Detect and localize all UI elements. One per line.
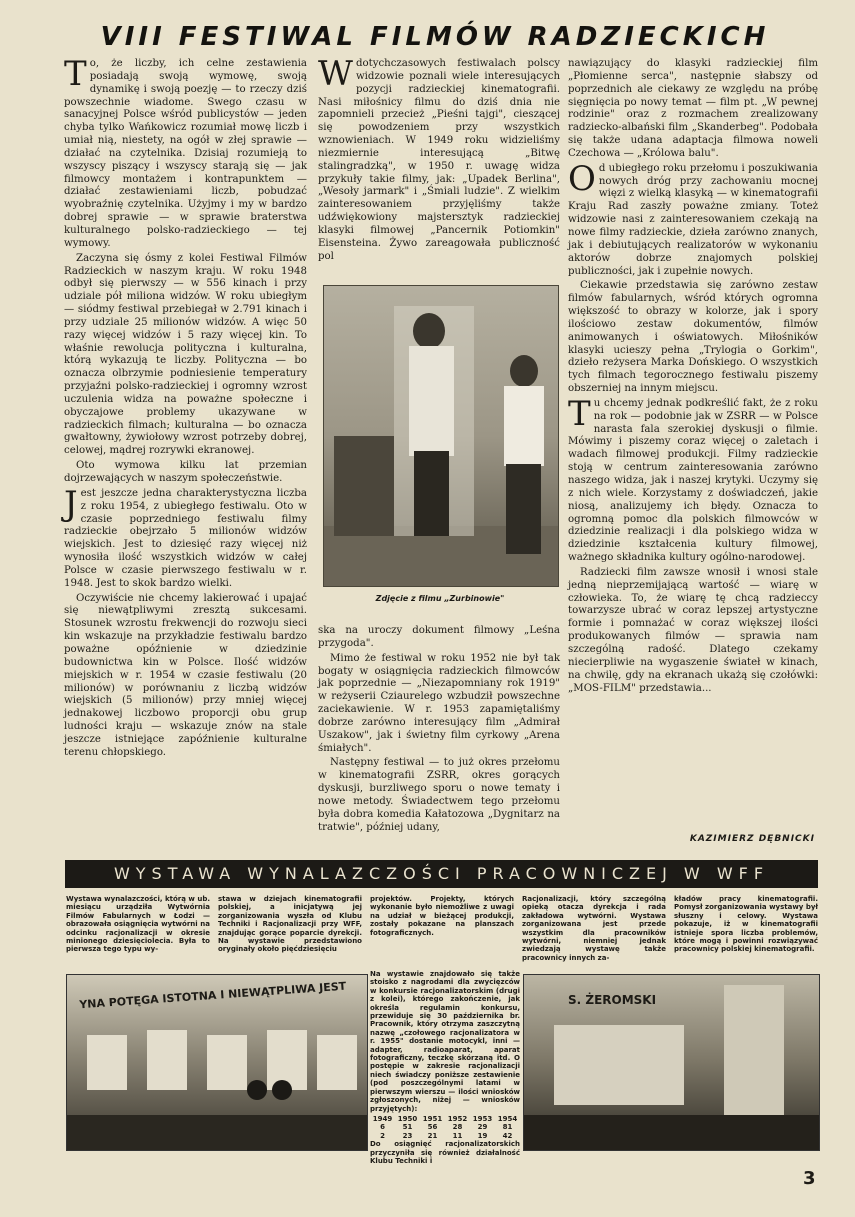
paragraph: Oczywiście nie chcemy lakierować i upajać się niewątpliwymi zresztą sukcesami. Stosunek wzrostu frekwencji do rozwoju sieci kin wskazuje na przykładzie festiwalu bardzo poważne opóźnienie w dziedzinie budownictwa kin w Polsce. Ilość widzów miejskich w r. 1954 w czasie festiwalu (20 milionów) w porównaniu z liczbą widzów wiejskich (5 milionów) przy mniej więcej jednakowej liczbowo proporcji obu grup ludności kraju — wskazuje znów na stale jeszcze istniejące zapóźnienie kulturalne terenu chłopskiego. [64, 592, 307, 758]
film-still-illustration [324, 286, 558, 586]
statistics-table [370, 1115, 520, 1140]
exhibit-column-5: kładów pracy kinematografii. Pomysł zorganizowania wystawy był słuszny i celowy. Wystawa pokazuje, iż w kinematografii istnieje spora liczba problemów, które mogą i powinni rozwiązywać pracownicy polskiej kinematografii. [674, 895, 818, 954]
page-headline: VIII FESTIWAL FILMÓW RADZIECKICH [100, 22, 770, 52]
article-column-3: nawiązujący do klasyki radzieckiej film „Płomienne serca", następnie słabszy od poprzednich ale ciekawy ze względu na próbę sięgnięcia po nowy temat — film pt. „W pewnej rodzinie" oraz z rozmachem zrealizowany radziecko-albański film „Skanderbeg". Podobała się także udana adaptacja filmowa noweli Czechowa — „Królowa balu". Od ubiegłego roku przełomu i poszukiwania nowych dróg przy zachowaniu mocnej więzi z wielką klasyką — w kinematografii Kraju Rad zaszły poważne zmiany. Toteż widzowie nasi z zainteresowaniem czekają na nowe filmy radzieckie, dzieła zarówno znanych, jak i debiutujących realizatorów w wykonaniu aktorów dobrze znajomych polskiej publiczności, jak i zupełnie nowych. Ciekawie przedstawia się zarówno zestaw filmów fabularnych, wśród których ogromna większość to obrazy w kolorze, jak i spory ilościowo zestaw dokumentów, filmów animowanych i oświatowych. Miłośników klasyki ucieszy pełna „Trylogia o Gorkim", dzieło reżysera Marka Dońskiego. O wszystkich tych filmach tegorocznego festiwalu piszemy obszerniej na innym miejscu. Tu chcemy jednak podkreślić fakt, że z roku na rok — podobnie jak w ZSRR — w Polsce narasta fala szerokiej dyskusji o filmie. Mówimy i piszemy coraz więcej o zaletach i wadach filmowej produkcji. Filmy radzieckie stoją w centrum zainteresowania zarówno naszego widza, jak i naszej krytyki. Uczymy się z nich wiele. Korzystamy z doświadczeń, jakie niosą, analizujemy ich błędy. Oznacza to ogromną pomoc dla polskich filmowców w dziedzinie realizacji i dla polskiego widza w dziedzinie kształcenia kultury filmowej, ważnego składnika kultury ogólno-narodowej. Radziecki film zawsze wnosił i wnosi stale jedną nieprzemijającą wartość — wiarę w człowieka. To, że wiarę tę chcą radzieccy towarzysze ubrać w coraz lepszej artystyczne formie i pomnażać w coraz większej ilości produkowanych filmów — sprawia nam szczególną radość. Dlatego czekamy niecierpliwie na wygaszenie świateł w kinach, na chwilę, gdy na ekranach ukażą się czołówki: „MOS-FILM" przedstawia... [568, 58, 818, 694]
paragraph: Radziecki film zawsze wnosił i wnosi stale jedną nieprzemijającą wartość — wiarę w człowieka. To, że wiarę tę chcą radzieccy towarzysze ubrać w coraz lepszej artystyczne formie i pomnażać w coraz większej ilości produkowanych filmów — sprawia nam szczególną radość. Dlatego czekamy niecierpliwie na wygaszenie świateł w kinach, na chwilę, gdy na ekranach ukażą się czołówki: „MOS-FILM" przedstawia... [568, 566, 818, 694]
section-banner: WYSTAWA WYNALAZCZOŚCI PRACOWNICZEJ W WFF [65, 860, 818, 888]
drop-cap: J [64, 483, 78, 524]
exhibit-column-3: projektów. Projekty, których wykonanie było niemożliwe z uwagi na udział w bieżącej produkcji, zostały pokazane na planszach fotograficznych. [370, 895, 514, 937]
article-column-1: To, że liczby, ich celne zestawienia posiadają swoją wymowę, swoją dynamikę i swoją poezję — to rzeczy dziś powszechnie wiadome. Swego czasu w sanacyjnej Polsce wśród publicystów — jeden chyba tylko Wańkowicz rozumiał mowę liczb i umiał nią, niestety, na ogół w złej sprawie — działać na czytelnika. Dzisiaj rozumieją to wszyscy piszący i wszyscy starają się — jak filmowcy montażem i kontrapunktem — działać zestawieniami liczb, pobudzać wyobraźnię czytelnika. Użyjmy i my w bardzo dobrej sprawie — w sprawie braterstwa kulturalnego polsko-radzieckiego — tej wymowy. Zaczyna się ósmy z kolei Festiwal Filmów Radzieckich w naszym kraju. W roku 1948 odbył się pierwszy — w 556 kinach i przy udziale pół miliona widzów. W roku ubiegłym — siódmy festiwal przebiegał w 2.791 kinach i przy udziale 25 milionów widzów. A więc 50 razy więcej widzów i 5 razy więcej kin. To właśnie rewolucja polityczna i kulturalna, którą wykazują te liczby. Polityczna — bo oznacza olbrzymie podniesienie temperatury przyjaźni polsko-radzieckiej i ogromny wzrost uczulenia widza na poważne społeczne i obyczajowe problemy ukazywane w radzieckich filmach; kulturalna — bo oznacza gwałtowny, żywiołowy wzrost potrzeby dobrej, celowej, mądrej rozrywki ekranowej. Oto wymowa kilku lat przemian dojrzewających w naszym społeczeństwie. Jest jeszcze jedna charakterystyczna liczba z roku 1954, z ubiegłego festiwalu. Oto w czasie poprzedniego festiwalu filmy radzieckie obejrzało 5 milionów widzów wiejskich. Jest to dziesięć razy więcej niż wynosiła ilość wszystkich widzów w całej Polsce w czasie pierwszego festiwalu w r. 1948. Jest to skok bardzo wielki. Oczywiście nie chcemy lakierować i upajać się niewątpliwymi zresztą sukcesami. Stosunek wzrostu frekwencji do rozwoju sieci kin wskazuje na przykładzie festiwalu bardzo poważne opóźnienie w dziedzinie budownictwa kin w Polsce. Ilość widzów miejskich w r. 1954 w czasie festiwalu (20 milionów) w porównaniu z liczbą widzów wiejskich (5 milionów) przy mniej więcej jednakowej liczbowo proporcji obu grup ludności kraju — wskazuje znów na stale jeszcze istniejące zapóźnienie kulturalne terenu chłopskiego. [64, 54, 307, 758]
exhibit-board-title: S. ŻEROMSKI [568, 993, 657, 1007]
drop-cap: O [568, 158, 596, 199]
drop-cap: W [318, 54, 353, 94]
exhibit-photo-right-illustration [524, 975, 819, 1150]
table-row: 2 23 21 11 19 42 [380, 1131, 513, 1140]
article-column-2-top: Wdotychczasowych festiwalach polscy widzowie poznali wiele interesujących pozycji radzieckiej kinematografii. Nasi miłośnicy filmu do dziś dnia nie zapomnieli przecież „Pieśni tajgi", cieszącej się powodzeniem przy wszystkich wznowieniach. W 1949 roku widzieliśmy niezmiernie interesującą „Bitwę stalingradzką", w 1950 r. uwagę widza przykuły takie filmy, jak: „Upadek Berlina", „Wesoły jarmark" i „Śmiali ludzie". Z wielkim zainteresowaniem przyjęliśmy także udźwiękowiony majstersztyk radzieckiej klasyki filmowej „Pancernik Potiomkin" Eisensteina. Żywo zareagowała publiczność pol [318, 54, 560, 262]
table-row: 1949 1950 1951 1952 1953 1954 [372, 1114, 518, 1123]
film-still-photo [323, 285, 559, 587]
exhibit-column-1: Wystawa wynalazczości, którą w ub. miesiącu urządziła Wytwórnia Filmów Fabularnych w Łodzi — obrazowała osiągnięcia wytwórni na odcinku racjonalizacji w okresie minionego dziesięciolecia. Była to pierwsza tego typu wy- [66, 895, 210, 954]
drop-cap: T [568, 393, 591, 434]
page-number: 3 [803, 1168, 816, 1189]
exhibit-photo-left-illustration [67, 975, 367, 1150]
exhibit-column-3-lower: Na wystawie znajdowało się także stoisko z nagrodami dla zwycięzców w konkursie racjonalizatorskim (drugi z kolei), którego zakończenie, jak określa regulamin konkursu, przewiduje się 30 października br. Pracownik, który otrzyma zaszczytną nazwę „czołowego racjonalizatora w r. 1955" dostanie motocykl, inni — adapter, radioaparat, aparat fotograficzny, teczkę skórzaną itd. O postępie w zakresie racjonalizacji niech świadczy poniższe zestawienie (pod poszczególnymi latami w pierwszym wierszu — ilości wniosków zgłoszonych, niżej — wniosków przyjętych): 1949 1950 1951 1952 1953 1954 6 51 56 28 29 81 2 23 21 11 19 42 Do osiągnięć racjonalizatorskich przyczyniła się również działalność Klubu Techniki i [370, 970, 520, 1165]
paragraph: Ciekawie przedstawia się zarówno zestaw filmów fabularnych, wśród których ogromna większość to obrazy w kolorze, jak i spory ilościowo zestaw dokumentów, filmów animowanych i oświatowych. Miłośników klasyki ucieszy pełna „Trylogia o Gorkim", dzieło reżysera Marka Dońskiego. O wszystkich tych filmach tegorocznego festiwalu piszemy obszerniej na innym miejscu. [568, 280, 818, 395]
drop-cap: T [64, 54, 87, 94]
paragraph: nawiązujący do klasyki radzieckiej film „Płomienne serca", następnie słabszy od poprzednich ale ciekawy ze względu na próbę sięgnięcia po nowy temat — film pt. „W pewnej rodzinie" oraz z rozmachem zrealizowany radziecko-albański film „Skanderbeg". Podobała się także udana adaptacja filmowa noweli Czechowa — „Królowa balu". [568, 58, 818, 159]
paragraph: ska na uroczy dokument filmowy „Leśna przygoda". [318, 625, 560, 649]
paragraph: Oto wymowa kilku lat przemian dojrzewających w naszym społeczeństwie. [64, 460, 307, 484]
author-signature: KAZIMIERZ DĘBNICKI [689, 834, 815, 844]
paragraph: Mimo że festiwal w roku 1952 nie był tak bogaty w osiągnięcia radzieckich filmowców jak poprzednie — „Niezapomniany rok 1919" w reżyserii Cziaurelego wzbudził powszechne zaciekawienie. W r. 1953 zapamiętaliśmy dobrze zarówno interesujący film „Admirał Uszakow", jak i świetny film cyrkowy „Arena śmiałych". [318, 652, 560, 754]
exhibit-column-4: Racjonalizacji, który szczególną opieką otacza dyrekcja i rada zakładowa wytwórni. Wystawa zorganizowana jest przede wszystkim dla pracowników wytwórni, niemniej jednak zwiedzają wystawę także pracownicy innych za- [522, 895, 666, 962]
exhibit-photo-left [66, 974, 368, 1151]
paragraph: Zaczyna się ósmy z kolei Festiwal Filmów Radzieckich w naszym kraju. W roku 1948 odbył się pierwszy — w 556 kinach i przy udziale pół miliona widzów. W roku ubiegłym — siódmy festiwal przebiegał w 2.791 kinach i przy udziale 25 milionów widzów. A więc 50 razy więcej widzów i 5 razy więcej kin. To właśnie rewolucja polityczna i kulturalna, którą wykazują te liczby. Polityczna — bo oznacza olbrzymie podniesienie temperatury przyjaźni polsko-radzieckiej i ogromny wzrost uczulenia widza na poważne społeczne i obyczajowe problemy ukazywane w radzieckich filmach; kulturalna — bo oznacza gwałtowny, żywiołowy wzrost potrzeby dobrej, celowej, mądrej rozrywki ekranowej. [64, 252, 307, 457]
photo-caption: Zdjęcie z filmu „Zurbinowie" [375, 594, 505, 603]
exhibit-photo-right [523, 974, 820, 1151]
exhibit-slogan: YNA POTĘGA ISTOTNA I NIEWĄTPLIWA JEST [78, 979, 347, 1012]
paragraph: Następny festiwal — to już okres przełomu w kinematografii ZSRR, okres gorących dyskusji, burzliwego sporu o nowe tematy i nowe metody. Świadectwem tego przełomu była dobra komedia Kałatozowa „Dygnitarz na tratwie", później udany, [318, 757, 560, 833]
table-row: 6 51 56 28 29 81 [380, 1123, 513, 1132]
article-column-2-bottom [318, 625, 560, 850]
exhibit-column-2: stawa w dziejach kinematografii polskiej, a inicjatywą jej zorganizowania wyszła od Klubu Techniki i Racjonalizacji przy WFF, znajdując gorące poparcie dyrekcji. Na wystawie przedstawiono oryginały około pięćdziesięciu [218, 895, 362, 954]
